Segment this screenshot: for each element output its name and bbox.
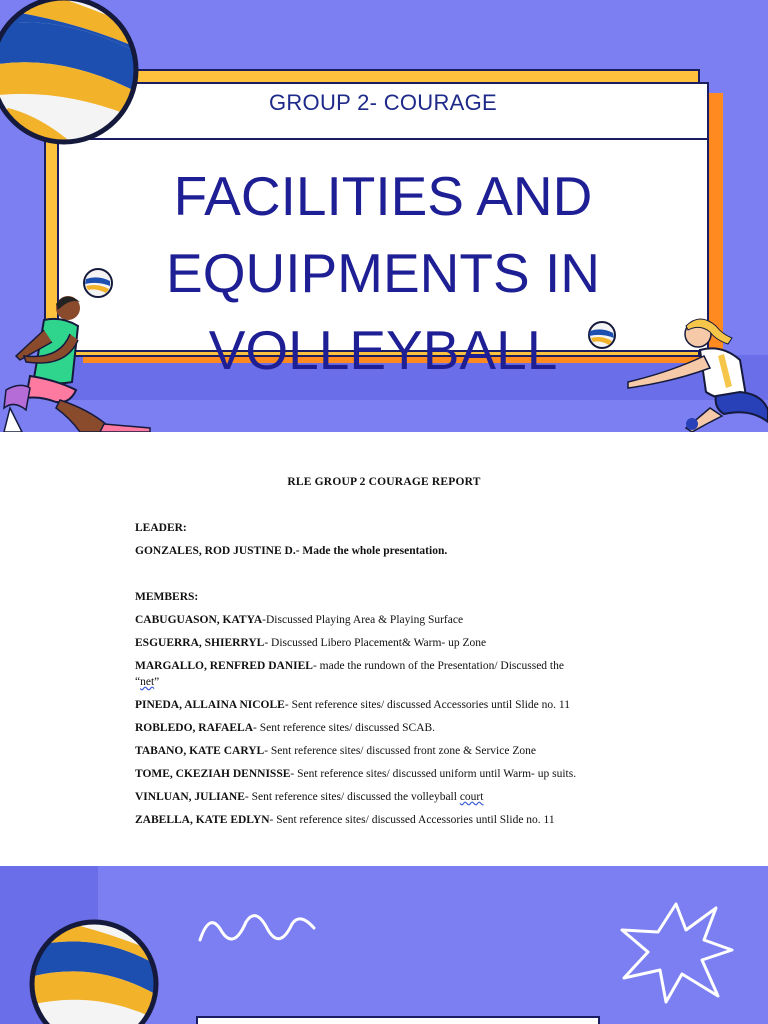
volleyball-icon [0, 0, 148, 158]
leader-heading: LEADER: [135, 522, 187, 534]
member-name: TABANO, KATE CARYL [135, 745, 265, 757]
leader-task: - Made the whole presentation. [295, 545, 448, 557]
member-task: - Discussed Libero Placement& Warm- up Zone [264, 637, 487, 649]
list-item [135, 766, 655, 782]
list-item [135, 789, 655, 805]
group-label: GROUP 2- COURAGE [268, 90, 498, 115]
member-task-court: court [459, 791, 484, 803]
report-body [135, 520, 655, 828]
next-slide [0, 866, 768, 1024]
volleyball-icon [26, 918, 162, 1024]
member-name: ROBLEDO, RAFAELA [135, 722, 253, 734]
member-task: - Sent reference sites/ discussed the volleyball [244, 791, 460, 803]
starburst-icon [618, 900, 736, 1004]
member-task: - Sent reference sites/ discussed SCAB. [253, 722, 436, 734]
member-task: - Sent reference sites/ discussed Accessories until Slide no. 11 [284, 699, 570, 711]
card-divider [59, 138, 707, 140]
list-item [135, 720, 655, 736]
card-edge [196, 1016, 600, 1024]
member-task: - Sent reference sites/ discussed uniform until Warm- up suits. [290, 768, 577, 780]
member-name: PINEDA, ALLAINA NICOLE [135, 699, 285, 711]
squiggle-icon [196, 906, 318, 950]
title-line-1: FACILITIES AND [173, 165, 593, 227]
volleyball-icon [587, 320, 617, 350]
player-figure-icon [620, 312, 768, 432]
member-task: - Sent reference sites/ discussed front zone & Service Zone [264, 745, 536, 757]
member-name: VINLUAN, JULIANE [135, 791, 245, 803]
list-item [135, 612, 655, 628]
title-line-3: VOLLEYBALL [208, 319, 558, 381]
title-line-2: EQUIPMENTS IN [166, 242, 600, 304]
list-item [135, 635, 655, 651]
member-task: - made the rundown of the Presentation/ Discussed the [312, 660, 564, 672]
member-name: TOME, CKEZIAH DENNISSE [135, 768, 291, 780]
member-task: -Discussed Playing Area & Playing Surface [262, 614, 464, 626]
member-task-net: net [140, 676, 155, 688]
member-name: ZABELLA, KATE EDLYN [135, 814, 270, 826]
quote-open: “ [135, 676, 141, 688]
player-figure-icon [0, 290, 160, 432]
member-name: MARGALLO, RENFRED DANIEL [135, 660, 313, 672]
list-item [135, 743, 655, 759]
report-document [0, 432, 768, 866]
list-item [135, 697, 655, 713]
member-task: - Sent reference sites/ discussed Accessories until Slide no. 11 [269, 814, 555, 826]
list-item [135, 658, 655, 690]
member-name: ESGUERRA, SHIERRYL [135, 637, 265, 649]
member-name: CABUGUASON, KATYA [135, 614, 263, 626]
title-slide [0, 0, 768, 432]
leader-line [135, 543, 655, 559]
report-title: RLE GROUP 2 COURAGE REPORT [287, 476, 481, 488]
quote-close: ” [154, 676, 160, 688]
list-item [135, 812, 655, 828]
leader-name: GONZALES, ROD JUSTINE D. [135, 545, 296, 557]
members-heading: MEMBERS: [135, 591, 199, 603]
